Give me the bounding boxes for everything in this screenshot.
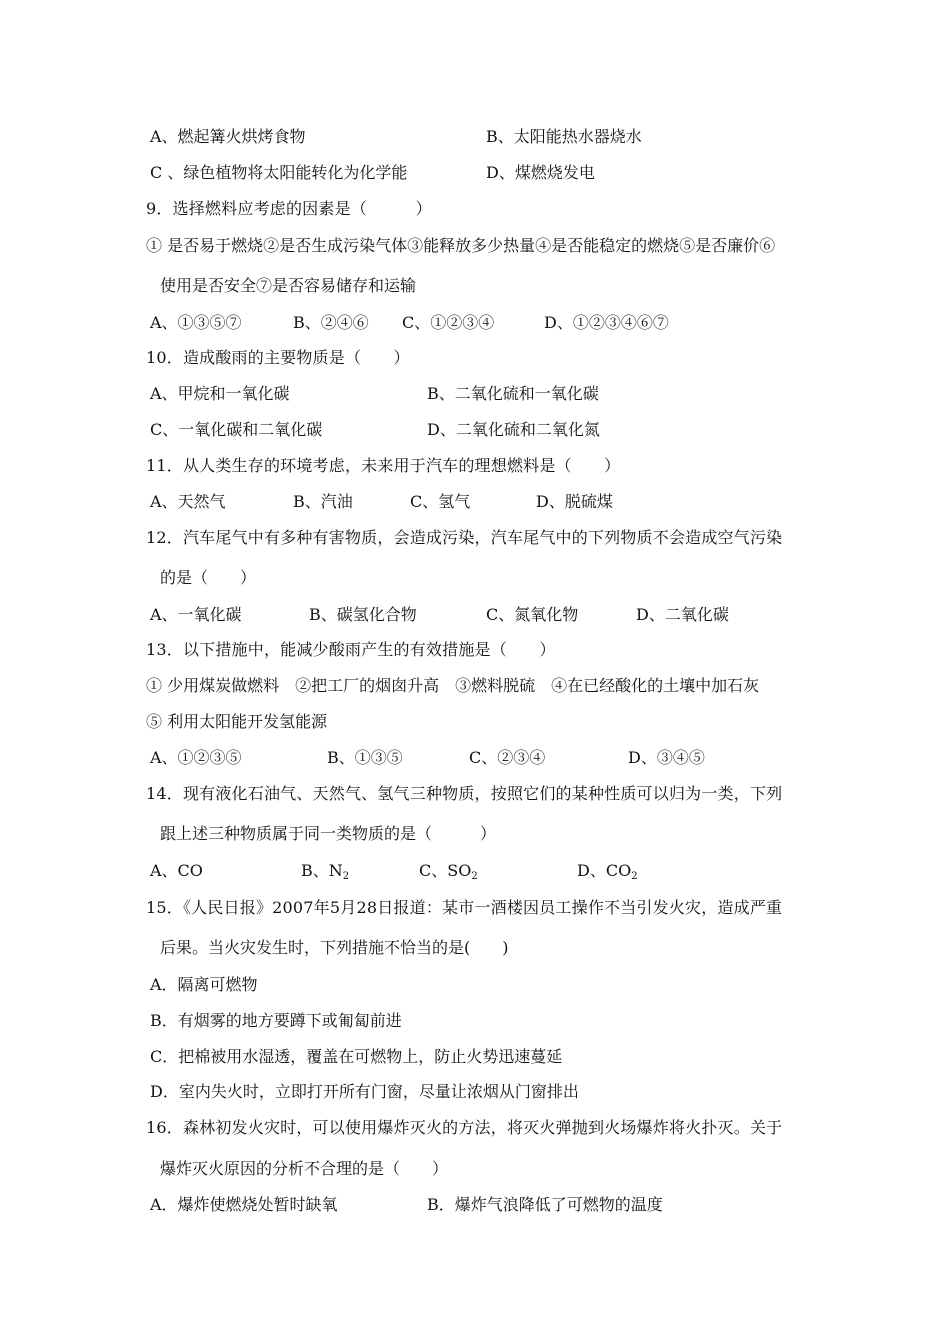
q14-option-c-text: C、SO [419,861,472,880]
q9-option-b: B、②④⑥ [293,313,369,332]
q13-items-line-1: ① 少用煤炭做燃料 ②把工厂的烟囱升高 ③燃料脱硫 ④在已经酸化的土壤中加石灰 [146,676,760,695]
q14-option-d-text: D、CO [577,861,632,880]
q16-option-b: B．爆炸气浪降低了可燃物的温度 [427,1195,663,1214]
q15-option-b: B．有烟雾的地方要蹲下或匍匐前进 [150,1011,402,1030]
q16-stem-line-1: 16．森林初发火灾时，可以使用爆炸灭火的方法，将灭火弹抛到火场爆炸将火扑灭。关于 [146,1118,783,1137]
q13-items-line-2: ⑤ 利用太阳能开发氢能源 [146,712,328,731]
q12-option-b: B、碳氢化合物 [309,605,417,624]
q14-option-d-subscript: 2 [631,871,638,882]
q13-option-c: C、②③④ [469,748,546,767]
q12-option-a: A、一氧化碳 [150,605,242,624]
q14-option-d [577,861,638,887]
q9-option-a: A、①③⑤⑦ [150,313,242,332]
q9-items-line-1: ① 是否易于燃烧②是否生成污染气体③能释放多少热量④是否能稳定的燃烧⑤是否廉价⑥ [146,236,776,255]
q14-option-a: A、CO [150,861,203,880]
q11-option-d: D、脱硫煤 [536,492,613,511]
q12-option-d: D、二氧化碳 [636,605,729,624]
q13-option-d: D、③④⑤ [628,748,705,767]
q12-stem-line-2: 的是（ ） [160,568,257,587]
q14-option-b-subscript: 2 [342,871,350,882]
q13-stem: 13．以下措施中，能减少酸雨产生的有效措施是（ ） [146,640,556,659]
q13-option-a: A、①②③⑤ [150,748,242,767]
q10-option-b: B、二氧化硫和一氧化碳 [427,384,599,403]
q16-option-a: A．爆炸使燃烧处暂时缺氧 [150,1195,338,1214]
q14-option-c-subscript: 2 [471,871,478,882]
q10-option-d: D、二氧化硫和二氧化氮 [427,420,600,439]
q15-option-d: D．室内失火时，立即打开所有门窗，尽量让浓烟从门窗排出 [150,1082,579,1101]
q9-items-line-2: 使用是否安全⑦是否容易储存和运输 [160,276,417,295]
q8-option-c: C 、绿色植物将太阳能转化为化学能 [150,163,408,182]
q10-stem: 10．造成酸雨的主要物质是（ ） [146,348,410,367]
q9-option-c: C、①②③④ [402,313,495,332]
q16-stem-line-2: 爆炸灭火原因的分析不合理的是（ ） [160,1159,449,1178]
q11-option-a: A、天然气 [150,492,226,511]
q12-stem-line-1: 12．汽车尾气中有多种有害物质，会造成污染，汽车尾气中的下列物质不会造成空气污染 [146,528,783,547]
q8-option-a: A、燃起篝火烘烤食物 [150,127,306,146]
q10-option-c: C、一氧化碳和二氧化碳 [150,420,323,439]
q11-option-b: B、汽油 [293,492,353,511]
q15-option-a: A．隔离可燃物 [150,975,258,994]
q14-option-b [301,861,349,887]
q12-option-c: C、氮氧化物 [486,605,579,624]
q14-stem-line-2: 跟上述三种物质属于同一类物质的是（ ） [160,824,497,843]
q9-option-d: D、①②③④⑥⑦ [544,313,669,332]
q15-option-c: C．把棉被用水湿透，覆盖在可燃物上，防止火势迅速蔓延 [150,1047,563,1066]
q13-option-b: B、①③⑤ [327,748,403,767]
q14-option-b-text: B、N [301,861,343,880]
q8-option-d: D、煤燃烧发电 [486,163,595,182]
q14-option-c [419,861,478,887]
q11-stem: 11．从人类生存的环境考虑，未来用于汽车的理想燃料是（ ） [146,456,621,475]
q15-stem-line-2: 后果。当火灾发生时，下列措施不恰当的是( ) [160,938,509,957]
q14-stem-line-1: 14．现有液化石油气、天然气、氢气三种物质，按照它们的某种性质可以归为一类，下列 [146,784,783,803]
q15-stem-line-1: 15．《人民日报》2007年5月28日报道：某市一酒楼因员工操作不当引发火灾，造成严重 [146,898,783,917]
q11-option-c: C、氢气 [410,492,471,511]
q9-stem: 9．选择燃料应考虑的因素是（ ） [146,199,432,218]
q8-option-b: B、太阳能热水器烧水 [486,127,642,146]
q10-option-a: A、甲烷和一氧化碳 [150,384,290,403]
